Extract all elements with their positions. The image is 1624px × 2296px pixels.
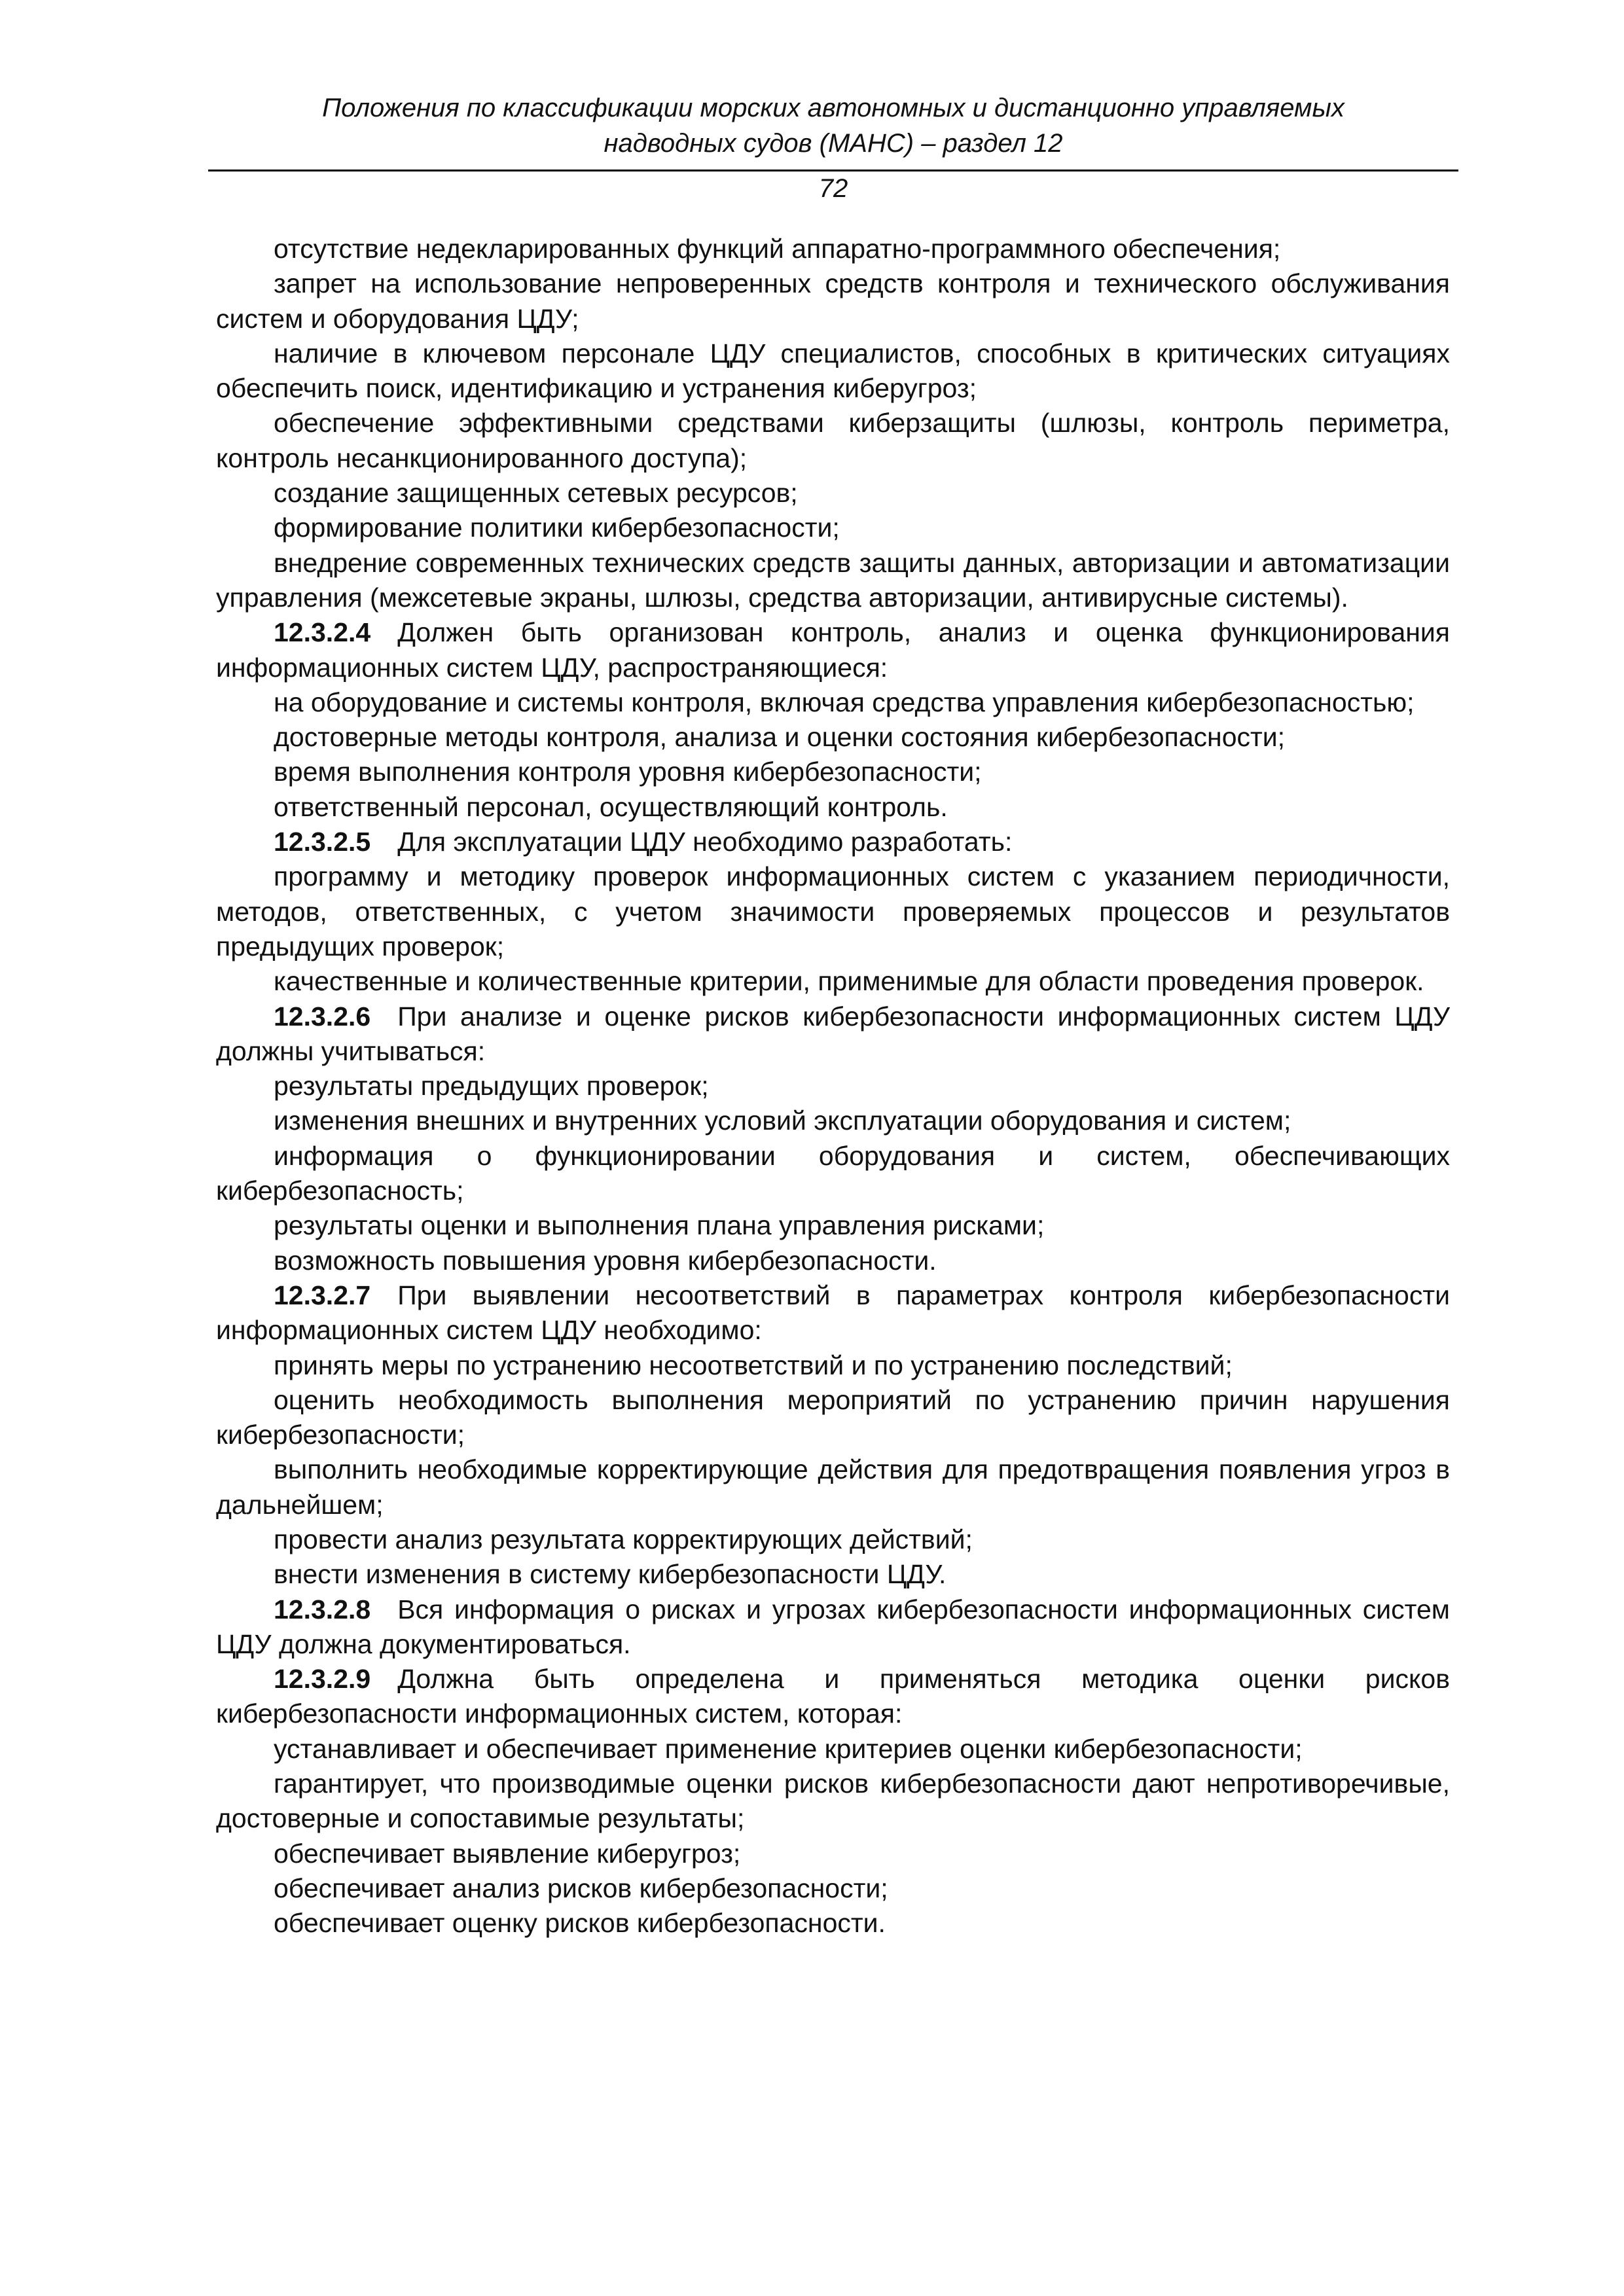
- list-item: [216, 1103, 1450, 1138]
- list-item: [216, 1069, 1450, 1103]
- paragraph-text: оценить необходимость выполнения мероприятий по устранению причин нарушения кибербезопасности;: [216, 1384, 1450, 1450]
- paragraph-text: ответственный персонал, осуществляющий контроль.: [274, 791, 948, 822]
- list-item: [216, 964, 1450, 999]
- list-item: [216, 266, 1450, 336]
- section-paragraph: [216, 615, 1450, 685]
- section-number: 12.3.2.7: [274, 1280, 371, 1310]
- list-item: [216, 1732, 1450, 1767]
- paragraph-text: время выполнения контроля уровня кибербезопасности;: [274, 757, 982, 787]
- list-item: [216, 720, 1450, 755]
- paragraph-text: принять меры по устранению несоответствий и по устранению последствий;: [274, 1350, 1233, 1380]
- paragraph-text: запрет на использование непроверенных средств контроля и технического обслуживания систем и оборудования ЦДУ;: [216, 268, 1450, 334]
- paragraph-text: устанавливает и обеспечивает применение критериев оценки кибербезопасности;: [274, 1733, 1303, 1764]
- list-item: [216, 1906, 1450, 1941]
- section-paragraph: [216, 1278, 1450, 1348]
- list-item: [216, 1871, 1450, 1906]
- list-item: [216, 685, 1450, 720]
- list-item: [216, 1208, 1450, 1243]
- section-paragraph: [216, 1662, 1450, 1732]
- list-item: [216, 1139, 1450, 1209]
- section-number: 12.3.2.8: [274, 1594, 371, 1624]
- document-body: [216, 232, 1450, 1941]
- paragraph-text: создание защищенных сетевых ресурсов;: [274, 478, 798, 509]
- section-number: 12.3.2.9: [274, 1664, 371, 1695]
- list-item: [216, 336, 1450, 406]
- list-item: [216, 1557, 1450, 1592]
- section-number: 12.3.2.4: [274, 617, 371, 648]
- paragraph-text: Вся информация о рисках и угрозах кибербезопасности информационных систем ЦДУ должна документироваться.: [216, 1594, 1450, 1659]
- paragraph-text: формирование политики кибербезопасности;: [274, 512, 840, 543]
- paragraph-text: информация о функционировании оборудования и систем, обеспечивающих кибербезопасность;: [216, 1140, 1450, 1206]
- paragraph-text: Должна быть определена и применяться методика оценки рисков кибербезопасности информационных систем, которая:: [216, 1664, 1450, 1729]
- paragraph-text: провести анализ результата корректирующих действий;: [274, 1524, 973, 1554]
- paragraph-text: При анализе и оценке рисков кибербезопасности информационных систем ЦДУ должны учитываться:: [216, 1001, 1450, 1066]
- paragraph-text: обеспечение эффективными средствами киберзащиты (шлюзы, контроль периметра, контроль несанкционированного доступа);: [216, 408, 1450, 473]
- section-number: 12.3.2.5: [274, 827, 371, 857]
- paragraph-text: изменения внешних и внутренних условий эксплуатации оборудования и систем;: [274, 1105, 1291, 1136]
- section-paragraph: [216, 999, 1450, 1069]
- list-item: [216, 546, 1450, 616]
- paragraph-text: достоверные методы контроля, анализа и оценки состояния кибербезопасности;: [274, 722, 1286, 753]
- paragraph-text: отсутствие недекларированных функций аппаратно-программного обеспечения;: [274, 234, 1281, 264]
- list-item: [216, 1767, 1450, 1837]
- list-item: [216, 1383, 1450, 1453]
- page-number: 72: [818, 174, 848, 203]
- paragraph-text: внести изменения в систему кибербезопасности ЦДУ.: [274, 1559, 947, 1590]
- list-item: [216, 1348, 1450, 1383]
- list-item: [216, 232, 1450, 266]
- paragraph-text: программу и методику проверок информационных систем с указанием периодичности, методов, ответственных, с учетом значимости проверяемых процессов и результатов предыдущих проверок;: [216, 861, 1450, 961]
- paragraph-text: результаты оценки и выполнения плана управления рисками;: [274, 1210, 1045, 1241]
- paragraph-text: обеспечивает оценку рисков кибербезопасности.: [274, 1908, 886, 1939]
- header-line-1: Положения по классификации морских автономных и дистанционно управляемых: [322, 94, 1344, 122]
- section-number: 12.3.2.6: [274, 1001, 371, 1031]
- list-item: [216, 1522, 1450, 1557]
- paragraph-text: наличие в ключевом персонале ЦДУ специалистов, способных в критических ситуациях обеспечить поиск, идентификацию и устранения киберугроз;: [216, 338, 1450, 404]
- paragraph-text: выполнить необходимые корректирующие действия для предотвращения появления угроз в дальнейшем;: [216, 1454, 1450, 1520]
- paragraph-text: Должен быть организован контроль, анализ и оценка функционирования информационных систем ЦДУ, распространяющиеся:: [216, 617, 1450, 683]
- running-header: [208, 90, 1458, 161]
- paragraph-text: гарантирует, что производимые оценки рисков кибербезопасности дают непротиворечивые, достоверные и сопоставимые результаты;: [216, 1768, 1450, 1834]
- paragraph-text: При выявлении несоответствий в параметрах контроля кибербезопасности информационных систем ЦДУ необходимо:: [216, 1280, 1450, 1346]
- section-paragraph: [216, 1592, 1450, 1662]
- paragraph-text: качественные и количественные критерии, применимые для области проведения проверок.: [274, 966, 1424, 997]
- list-item: [216, 406, 1450, 476]
- list-item: [216, 1244, 1450, 1278]
- list-item: [216, 511, 1450, 545]
- list-item: [216, 1452, 1450, 1522]
- paragraph-text: Для эксплуатации ЦДУ необходимо разработать:: [397, 827, 1013, 857]
- paragraph-text: результаты предыдущих проверок;: [274, 1071, 709, 1102]
- header-line-2: надводных судов (МАНС) – раздел 12: [604, 129, 1063, 158]
- list-item: [216, 1837, 1450, 1871]
- list-item: [216, 476, 1450, 511]
- list-item: [216, 790, 1450, 825]
- paragraph-text: обеспечивает выявление киберугроз;: [274, 1838, 741, 1869]
- list-item: [216, 859, 1450, 964]
- list-item: [216, 755, 1450, 789]
- paragraph-text: внедрение современных технических средств защиты данных, авторизации и автоматизации управления (межсетевые экраны, шлюзы, средства авторизации, антивирусные системы).: [216, 547, 1450, 613]
- paragraph-text: на оборудование и системы контроля, включая средства управления кибербезопасностью;: [274, 687, 1415, 717]
- paragraph-text: обеспечивает анализ рисков кибербезопасности;: [274, 1873, 888, 1903]
- paragraph-text: возможность повышения уровня кибербезопасности.: [274, 1245, 937, 1276]
- section-paragraph: [216, 825, 1450, 859]
